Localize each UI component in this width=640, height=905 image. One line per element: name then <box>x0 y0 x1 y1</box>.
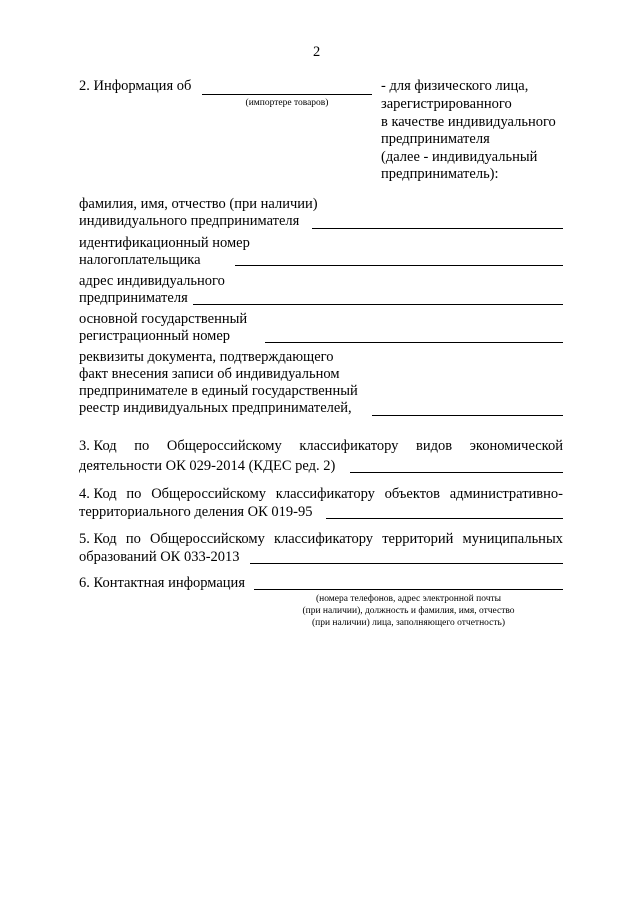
code4-blank[interactable] <box>326 518 563 519</box>
page-number: 2 <box>313 44 321 60</box>
section2-right-line-6: предприниматель): <box>381 166 499 182</box>
field-fio-line1: фамилия, имя, отчество (при наличии) <box>79 196 318 212</box>
code3-line2: деятельности ОК 029-2014 (КДЕС ред. 2) <box>79 458 336 474</box>
field-fio-blank[interactable] <box>312 228 563 229</box>
code4-line1: 4. Код по Общероссийскому классификатору объектов административно- <box>79 486 563 502</box>
requisites-line-4: реестр индивидуальных предпринимателей, <box>79 400 352 416</box>
field-ogrn-line2: регистрационный номер <box>79 328 231 344</box>
contact-caption-line-3: (при наличии) лица, заполняющего отчетность) <box>311 618 506 628</box>
field-address-line2: предпринимателя <box>79 290 188 306</box>
field-address-blank[interactable] <box>193 304 563 305</box>
field-inn-line2: налогоплательщика <box>79 252 201 268</box>
code3-blank[interactable] <box>350 472 563 473</box>
field-ogrn-blank[interactable] <box>265 342 563 343</box>
section2-right-line-5: (далее - индивидуальный <box>381 149 538 165</box>
contact-caption-line-2: (при наличии), должность и фамилия, имя, отчество <box>302 606 515 616</box>
importer-blank-line[interactable] <box>202 94 372 95</box>
section2-label: 2. Информация об <box>79 78 192 94</box>
code5-line2: образований ОК 033-2013 <box>79 549 240 565</box>
field-fio-line2: индивидуального предпринимателя <box>79 213 300 229</box>
section2-right-line-4: предпринимателя <box>381 131 490 147</box>
code5-line1: 5. Код по Общероссийскому классификатору территорий муниципальных <box>79 531 563 547</box>
requisites-blank[interactable] <box>372 415 563 416</box>
field-ogrn-line1: основной государственный <box>79 311 248 327</box>
contact-caption-line-1: (номера телефонов, адрес электронной почты <box>315 594 502 604</box>
contact-blank[interactable] <box>254 589 563 590</box>
code3-line1: 3. Код по Общероссийскому классификатору видов экономической <box>79 438 563 454</box>
requisites-line-3: предпринимателе в единый государственный <box>79 383 358 399</box>
section2-right-line-2: зарегистрированного <box>381 96 512 112</box>
section2-right-line-1: - для физического лица, <box>381 78 529 94</box>
field-inn-line1: идентификационный номер <box>79 235 250 251</box>
section2-right-line-3: в качестве индивидуального <box>381 114 556 130</box>
requisites-line-1: реквизиты документа, подтверждающего <box>79 349 334 365</box>
field-address-line1: адрес индивидуального <box>79 273 225 289</box>
code4-line2: территориального деления ОК 019-95 <box>79 504 313 520</box>
field-inn-blank[interactable] <box>235 265 563 266</box>
contact-label: 6. Контактная информация <box>79 575 245 591</box>
importer-caption: (импортере товаров) <box>245 98 329 108</box>
code5-blank[interactable] <box>250 563 563 564</box>
requisites-line-2: факт внесения записи об индивидуальном <box>79 366 340 382</box>
